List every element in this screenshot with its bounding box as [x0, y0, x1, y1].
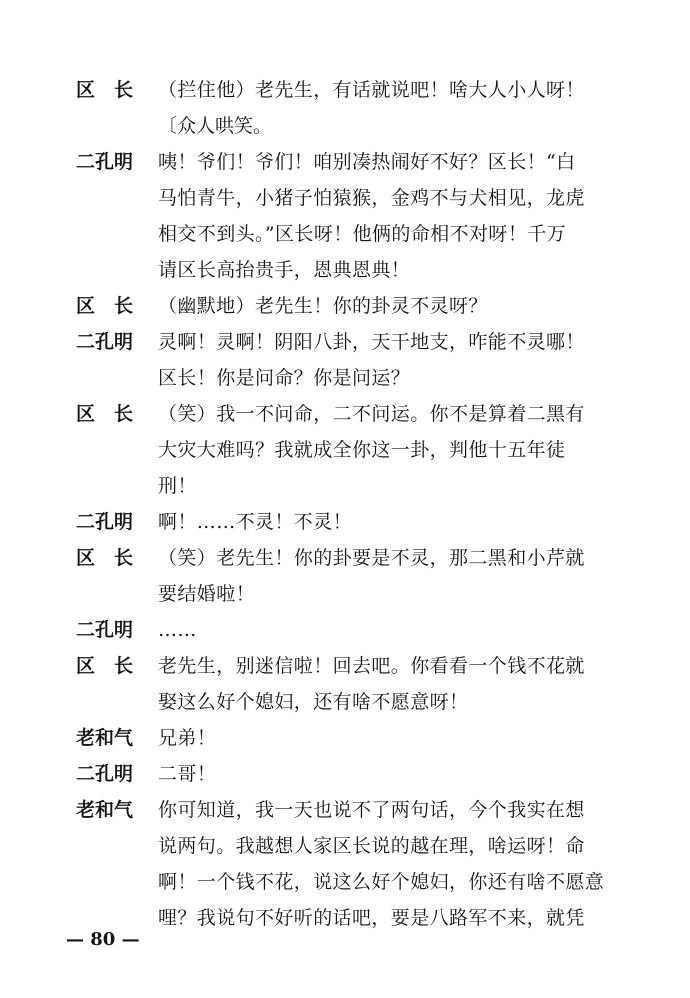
dialogue-line: 二哥！ — [158, 763, 217, 785]
dialogue-line: 咦！爷们！爷们！咱别凑热闹好不好？区长！“白 — [158, 151, 576, 173]
dialogue-line: 兄弟！ — [158, 727, 217, 749]
dialogue-line: 你可知道，我一天也说不了两句话，今个我实在想 — [158, 799, 585, 821]
speaker-name: 二孔明 — [76, 511, 134, 533]
dialogue-line: 娶这么好个媳妇，还有啥不愿意呀！ — [158, 691, 469, 713]
dialogue-line: （拦住他）老先生，有话就说吧！啥大人小人呀！ — [158, 79, 585, 101]
page-number: — 80 — — [66, 929, 140, 950]
dialogue-line: （幽默地）老先生！你的卦灵不灵呀？ — [158, 295, 488, 317]
dialogue-line: 大灾大难吗？我就成全你这一卦，判他十五年徒 — [158, 439, 566, 461]
dialogue-line: （笑）老先生！你的卦要是不灵，那二黑和小芹就 — [158, 547, 585, 569]
dialogue-line: 要结婚啦！ — [158, 583, 256, 605]
dialogue-line: 马怕青牛，小猪子怕猿猴，金鸡不与犬相见，龙虎 — [158, 187, 585, 209]
speaker-name: 二孔明 — [76, 763, 134, 785]
speaker-name: 区 长 — [76, 547, 134, 569]
dialogue-line: 灵啊！灵啊！阴阳八卦，天干地支，咋能不灵哪！ — [158, 331, 585, 353]
dialogue-line: 说两句。我越想人家区长说的越在理，啥运呀！命 — [158, 835, 585, 857]
speaker-name: 二孔明 — [76, 151, 134, 173]
dialogue-line: 刑！ — [158, 475, 197, 497]
speaker-name: 区 长 — [76, 655, 134, 677]
speaker-name: 区 长 — [76, 403, 134, 425]
speaker-name: 二孔明 — [76, 619, 134, 641]
speaker-name: 老和气 — [76, 799, 134, 821]
speaker-name: 二孔明 — [76, 331, 134, 353]
dialogue-line: 相交不到头。”区长呀！他俩的命相不对呀！千万 — [158, 223, 567, 245]
dialogue-line: 老先生，别迷信啦！回去吧。你看看一个钱不花就 — [158, 655, 585, 677]
dialogue-line: 啊！……不灵！不灵！ — [158, 511, 353, 533]
dialogue-line: 哩？我说句不好听的话吧，要是八路军不来，就凭 — [158, 907, 585, 929]
speaker-name: 老和气 — [76, 727, 134, 749]
speaker-name: 区 长 — [76, 79, 134, 101]
dialogue-line: 请区长高抬贵手，恩典恩典！ — [158, 259, 411, 281]
dialogue-line: …… — [158, 619, 197, 641]
dialogue-line: 区长！你是问命？你是问运？ — [158, 367, 411, 389]
dialogue-line: 啊！一个钱不花，说这么好个媳妇，你还有啥不愿意 — [158, 871, 605, 893]
stage-direction: 〔众人哄笑。 — [158, 115, 273, 137]
speaker-name: 区 长 — [76, 295, 134, 317]
dialogue-line: （笑）我一不问命，二不问运。你不是算着二黑有 — [158, 403, 585, 425]
